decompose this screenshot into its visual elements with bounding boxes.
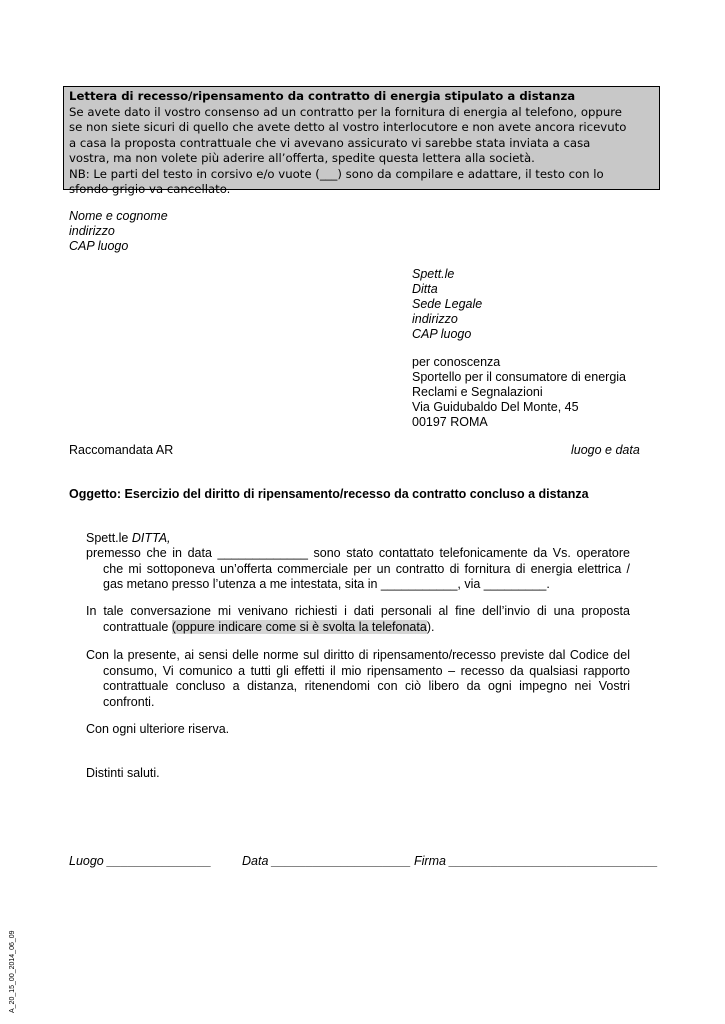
- para2-text: In tale conversazione mi venivano richiesti i dati personali al fine dell’invio di una proposta contrattuale: [86, 604, 630, 634]
- instructions-title: Lettera di recesso/ripensamento da contratto di energia stipulato a distanza: [69, 89, 576, 103]
- sender-block: [69, 209, 168, 254]
- instructions-line: se non siete sicuri di quello che avete detto al vostro interlocutore e non avete ancora ricevuto: [69, 120, 627, 134]
- body-paragraph-2: [86, 604, 630, 635]
- instructions-line: sfondo grigio va cancellato.: [69, 182, 231, 196]
- signature-date: Data ____________________: [242, 854, 411, 868]
- instructions-line: vostra, ma non volete più aderire all’offerta, spedite questa lettera alla società.: [69, 151, 535, 165]
- body-closing: Con ogni ulteriore riserva.: [86, 722, 230, 736]
- instructions-line: a casa la proposta contrattuale che vi avevano assicurato vi sarebbe stata inviata a casa: [69, 135, 591, 150]
- cc-dept: Reclami e Segnalazioni: [412, 385, 543, 399]
- cc-label: per conoscenza: [412, 355, 501, 369]
- instructions-line: NB: Le parti del testo in corsivo e/o vuote (___) sono da compilare e adattare, il testo con lo: [69, 166, 604, 181]
- body-paragraph-3: Con la presente, ai sensi delle norme sul diritto di ripensamento/recesso previste dal Codice del consumo, Vi comunico a tutti gli effetti il mio ripensamento – recesso da qualsiasi rapporto contrattuale concluso a distanza, ritenendomi con ciò libero da ogni impegno nei Vostri confronti.: [86, 648, 630, 709]
- sender-address: indirizzo: [69, 224, 115, 238]
- recipient-company: Ditta: [412, 282, 438, 296]
- signature-sign: Firma ______________________________: [414, 854, 658, 868]
- body-paragraph-1: premesso che in data _____________ sono stato contattato telefonicamente da Vs. operatore che mi sottoponeva un’offerta commerciale per un contratto di fornitura di energia elettrica / gas metano presso l’utenza a me intestata, sita in ___________, via _________.: [86, 546, 630, 591]
- body-greeting: Distinti saluti.: [86, 766, 160, 780]
- sender-city: CAP luogo: [69, 239, 129, 253]
- recipient-address: indirizzo: [412, 312, 458, 326]
- recipient-city: CAP luogo: [412, 327, 472, 341]
- cc-street: Via Guidubaldo Del Monte, 45: [412, 400, 579, 414]
- salutation-prefix: Spett.le: [86, 531, 132, 545]
- raccomandata-label: Raccomandata AR: [69, 443, 174, 457]
- document-code: A_20_15_00_2014_06_09: [9, 930, 16, 1013]
- body-salutation: [86, 531, 613, 547]
- subject-line: Oggetto: Esercizio del diritto di ripensamento/recesso da contratto concluso a distanza: [69, 487, 589, 501]
- salutation-name: DITTA,: [131, 531, 171, 545]
- cc-city: 00197 ROMA: [412, 415, 488, 429]
- para2-end: ).: [426, 619, 435, 634]
- instructions-line: Se avete dato il vostro consenso ad un contratto per la fornitura di energia al telefono, oppure: [69, 104, 622, 119]
- place-date: luogo e data: [571, 443, 640, 457]
- para2-highlight: (oppure indicare come si è svolta la telefonata: [171, 619, 427, 634]
- cc-org: Sportello per il consumatore di energia: [412, 370, 627, 384]
- sender-name: Nome e cognome: [69, 209, 168, 223]
- signature-place: Luogo _______________: [69, 854, 212, 868]
- recipient-office: Sede Legale: [412, 297, 483, 311]
- recipient-salutation: Spett.le: [412, 267, 455, 281]
- cc-block: [412, 355, 626, 430]
- recipient-block: [412, 267, 482, 342]
- instructions-box: [63, 86, 660, 196]
